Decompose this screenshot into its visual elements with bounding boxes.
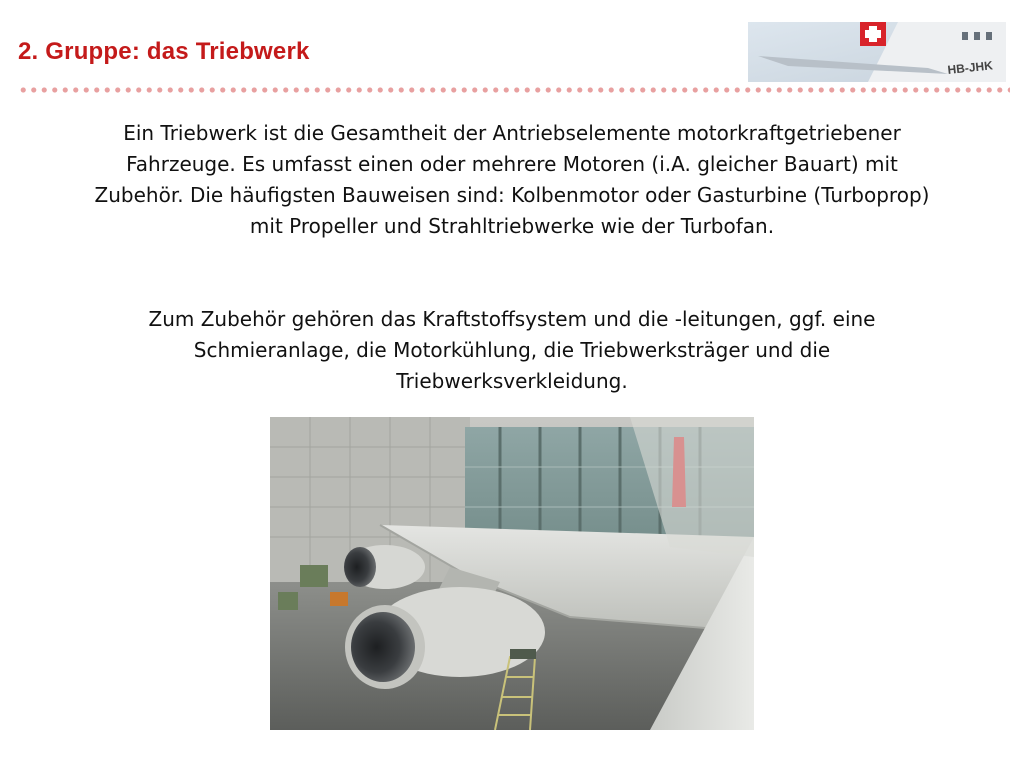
wing-engine-photo — [270, 417, 754, 730]
slide-title: 2. Gruppe: das Triebwerk — [18, 38, 310, 65]
dotted-divider — [18, 86, 1010, 94]
paragraph-accessories: Zum Zubehör gehören das Kraftstoffsystem und die -leitungen, ggf. eine Schmieranlage, die Motorkühlung, die Triebwerksträger und die Triebwerksverkleidung. — [148, 307, 876, 393]
paragraph-definition: Ein Triebwerk ist die Gesamtheit der Antriebselemente motorkraftgetriebener Fahrzeuge. Es umfasst einen oder mehrere Motoren (i.A. gleicher Bauart) mit Zubehör. Die häufigsten Bauweisen sind: Kolbenmotor oder Gasturbine (Turboprop) mit Propeller und Strahltriebwerke wie der Turbofan. — [94, 121, 930, 238]
header-aircraft-image — [748, 22, 1006, 82]
aircraft-registration: HB-JHK — [946, 58, 994, 77]
